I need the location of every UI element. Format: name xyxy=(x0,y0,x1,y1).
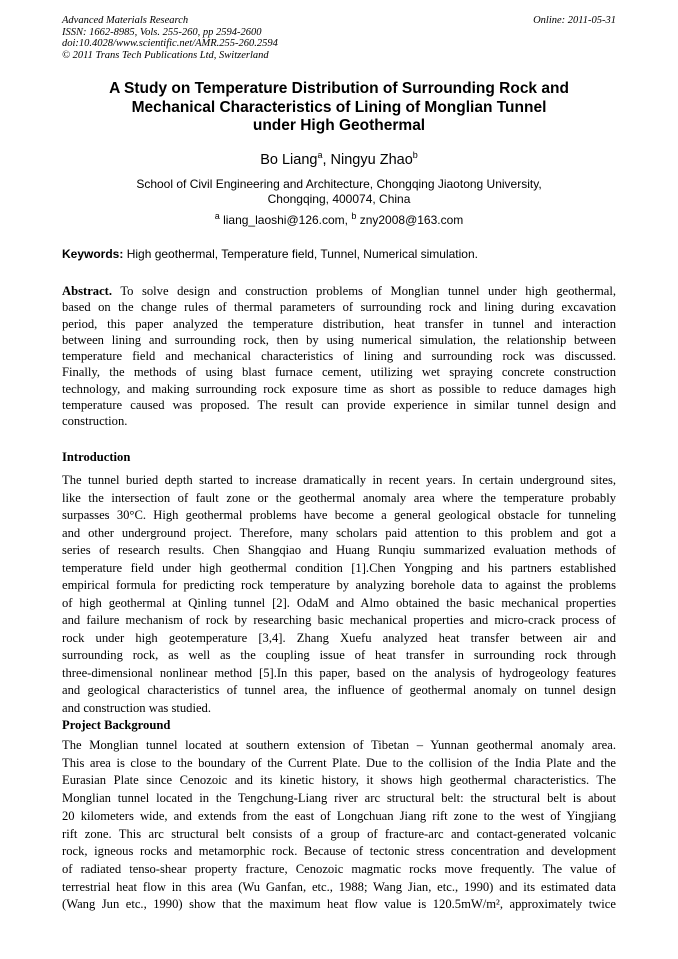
text-line: Finally, the methods of using blast furnace cement, utilizing wet spraying concrete construction xyxy=(62,365,616,380)
text-line: and geological characteristics of tunnel area, the influence of geothermal anomaly on tunnel design xyxy=(62,683,616,697)
text-line: rock under high geotemperature [3,4]. Zhang Xuefu analyzed heat transfer between air and xyxy=(62,630,616,645)
author-affil-mark: b xyxy=(412,150,418,160)
author-emails: $^a$ liang_laoshi@126.com, $^b$ zny2008@163.com xyxy=(214,211,464,227)
text-line: and failure mechanism of rock by researching basic mechanical properties and micro-crack process of xyxy=(62,613,616,627)
text-line: temperature field under high geothermal condition [1].Chen Yongping and his partners established xyxy=(62,560,616,575)
project-background-body xyxy=(62,737,616,914)
online-date: Online: 2011-05-31 xyxy=(533,15,616,26)
issn-line: ISSN: 1662-8985, Vols. 255-260, pp 2594-2600 xyxy=(62,26,262,38)
text-line: rock, igneous rocks and metamorphic rock. Because of tectonic stress concentration and development xyxy=(62,844,616,859)
affiliation-line: School of Civil Engineering and Architecture, Chongqing Jiaotong University, xyxy=(136,177,542,191)
journal-name: Advanced Materials Research xyxy=(62,15,189,26)
affiliation-line: Chongqing, 400074, China xyxy=(267,191,411,206)
text-line: series of research results. Chen Shangqiao and Huang Runqiu summarized evaluation methods of xyxy=(62,543,616,557)
text-line: The Monglian tunnel located at southern extension of Tibetan – Yunnan geothermal anomaly area. xyxy=(62,738,616,752)
text-line: 20 kilometers wide, and extends from the east of Longchuan Jiang rift zone to the west of Yingjiang xyxy=(62,808,616,823)
text-line: three-dimensional nonlinear method [5].In this paper, based on the analysis of hydrogeology features xyxy=(62,665,616,680)
text-line: technology, and making surrounding rock exposure time as short as possible to reduce damages high xyxy=(62,381,616,396)
text-line: temperature caused was proposed. The result can provide experience in similar tunnel design and xyxy=(62,397,616,412)
title-line: under High Geothermal xyxy=(252,117,426,135)
title-line: A Study on Temperature Distribution of Surrounding Rock and xyxy=(109,80,569,97)
abstract-text: To solve design and construction problems of Monglian tunnel under high geothermal, xyxy=(112,284,616,298)
text-line: of radiated tenso-shear property fracture, Cenozoic magmatic rocks move frequently. The value of xyxy=(62,861,616,876)
text-line: of high geothermal at Qinling tunnel [2]. OdaM and Almo obtained the basic mechanical properties xyxy=(62,595,616,610)
email-link[interactable]: zny2008@163.com xyxy=(359,213,464,227)
text-line: surrounding rock, as well as the coupling issue of heat transfer in surrounding rock through xyxy=(62,648,616,662)
doi-line: doi:10.4028/www.scientific.net/AMR.255-260.2594 xyxy=(62,38,278,50)
text-line: and construction was studied. xyxy=(62,700,211,715)
text-line: Monglian tunnel located in the Tengchung-Liang river arc structural belt: the structural belt is about xyxy=(62,791,616,806)
keywords-label: Keywords: xyxy=(62,247,124,261)
author-affil-mark: a xyxy=(317,150,323,160)
text-line: empirical formula for predicting rock temperature by analyzing borehole data to against the problems xyxy=(62,578,616,592)
text-line: and other underground project. Therefore, many scholars paid attention to this problem and got a xyxy=(62,525,616,540)
authors: Bo Liang$^a$, Ningyu Zhao$^b$ xyxy=(260,150,418,168)
abstract xyxy=(62,283,616,429)
email-link[interactable]: liang_laoshi@126.com xyxy=(223,213,345,227)
author-name: Ningyu Zhao xyxy=(330,151,413,168)
email-mark: a xyxy=(214,211,220,221)
text-line: temperature field and mechanical characteristics of lining and surrounding rock was discussed. xyxy=(62,349,616,363)
text-line: construction. xyxy=(62,414,128,428)
abstract-label: Abstract. xyxy=(62,284,113,298)
title-line: Mechanical Characteristics of Lining of Monglian Tunnel xyxy=(131,98,547,116)
text-line: terrestrial heat flow in this area (Wu Ganfan, etc., 1988; Wang Jian, etc., 1990) and its estimated data xyxy=(62,879,616,894)
text-line: This area is close to the boundary of the Current Plate. Due to the collision of the India Plate and the xyxy=(62,755,616,770)
text-line: (Wang Jun etc., 1990) show that the maximum heat flow value is 120.5mW/m², approximately twice xyxy=(62,897,616,912)
text-line: period, this paper analyzed the temperature distribution, heat transfer in tunnel and interaction xyxy=(62,316,616,331)
affiliation xyxy=(62,177,616,206)
text-line: The tunnel buried depth started to increase dramatically in recent years. In certain underground sites, xyxy=(62,473,616,487)
email-mark: b xyxy=(351,211,357,221)
text-line: between lining and surrounding rock, then by using numerical simulation, the relationship between xyxy=(62,332,616,347)
author-name: Bo Liang xyxy=(260,151,318,168)
copyright-line: © 2011 Trans Tech Publications Ltd, Switzerland xyxy=(62,49,269,61)
section-heading-project-background: Project Background xyxy=(62,718,171,732)
journal-header xyxy=(62,15,278,61)
text-line: rift zone. This arc structural belt consists of a group of fracture-arc and contact-generated volcanic xyxy=(62,826,616,841)
text-line: based on the change rules of thermal parameters of surrounding rock and lining during excavation xyxy=(62,300,616,315)
paper-title xyxy=(62,80,616,136)
keywords xyxy=(62,247,478,261)
text-line: like the intersection of fault zone or the geothermal anomaly area where the temperature probably xyxy=(62,490,616,505)
introduction-body xyxy=(62,472,616,717)
section-heading-introduction: Introduction xyxy=(62,450,131,464)
text-line: surpasses 30°C. High geothermal problems have become a general geological obstacle for tunneling xyxy=(62,508,616,522)
text-line xyxy=(62,283,616,299)
keywords-text: High geothermal, Temperature field, Tunnel, Numerical simulation. xyxy=(123,247,478,261)
text-line: Eurasian Plate since Cenozoic and its kinetic history, it shows high geothermal characteristics. The xyxy=(62,773,616,788)
